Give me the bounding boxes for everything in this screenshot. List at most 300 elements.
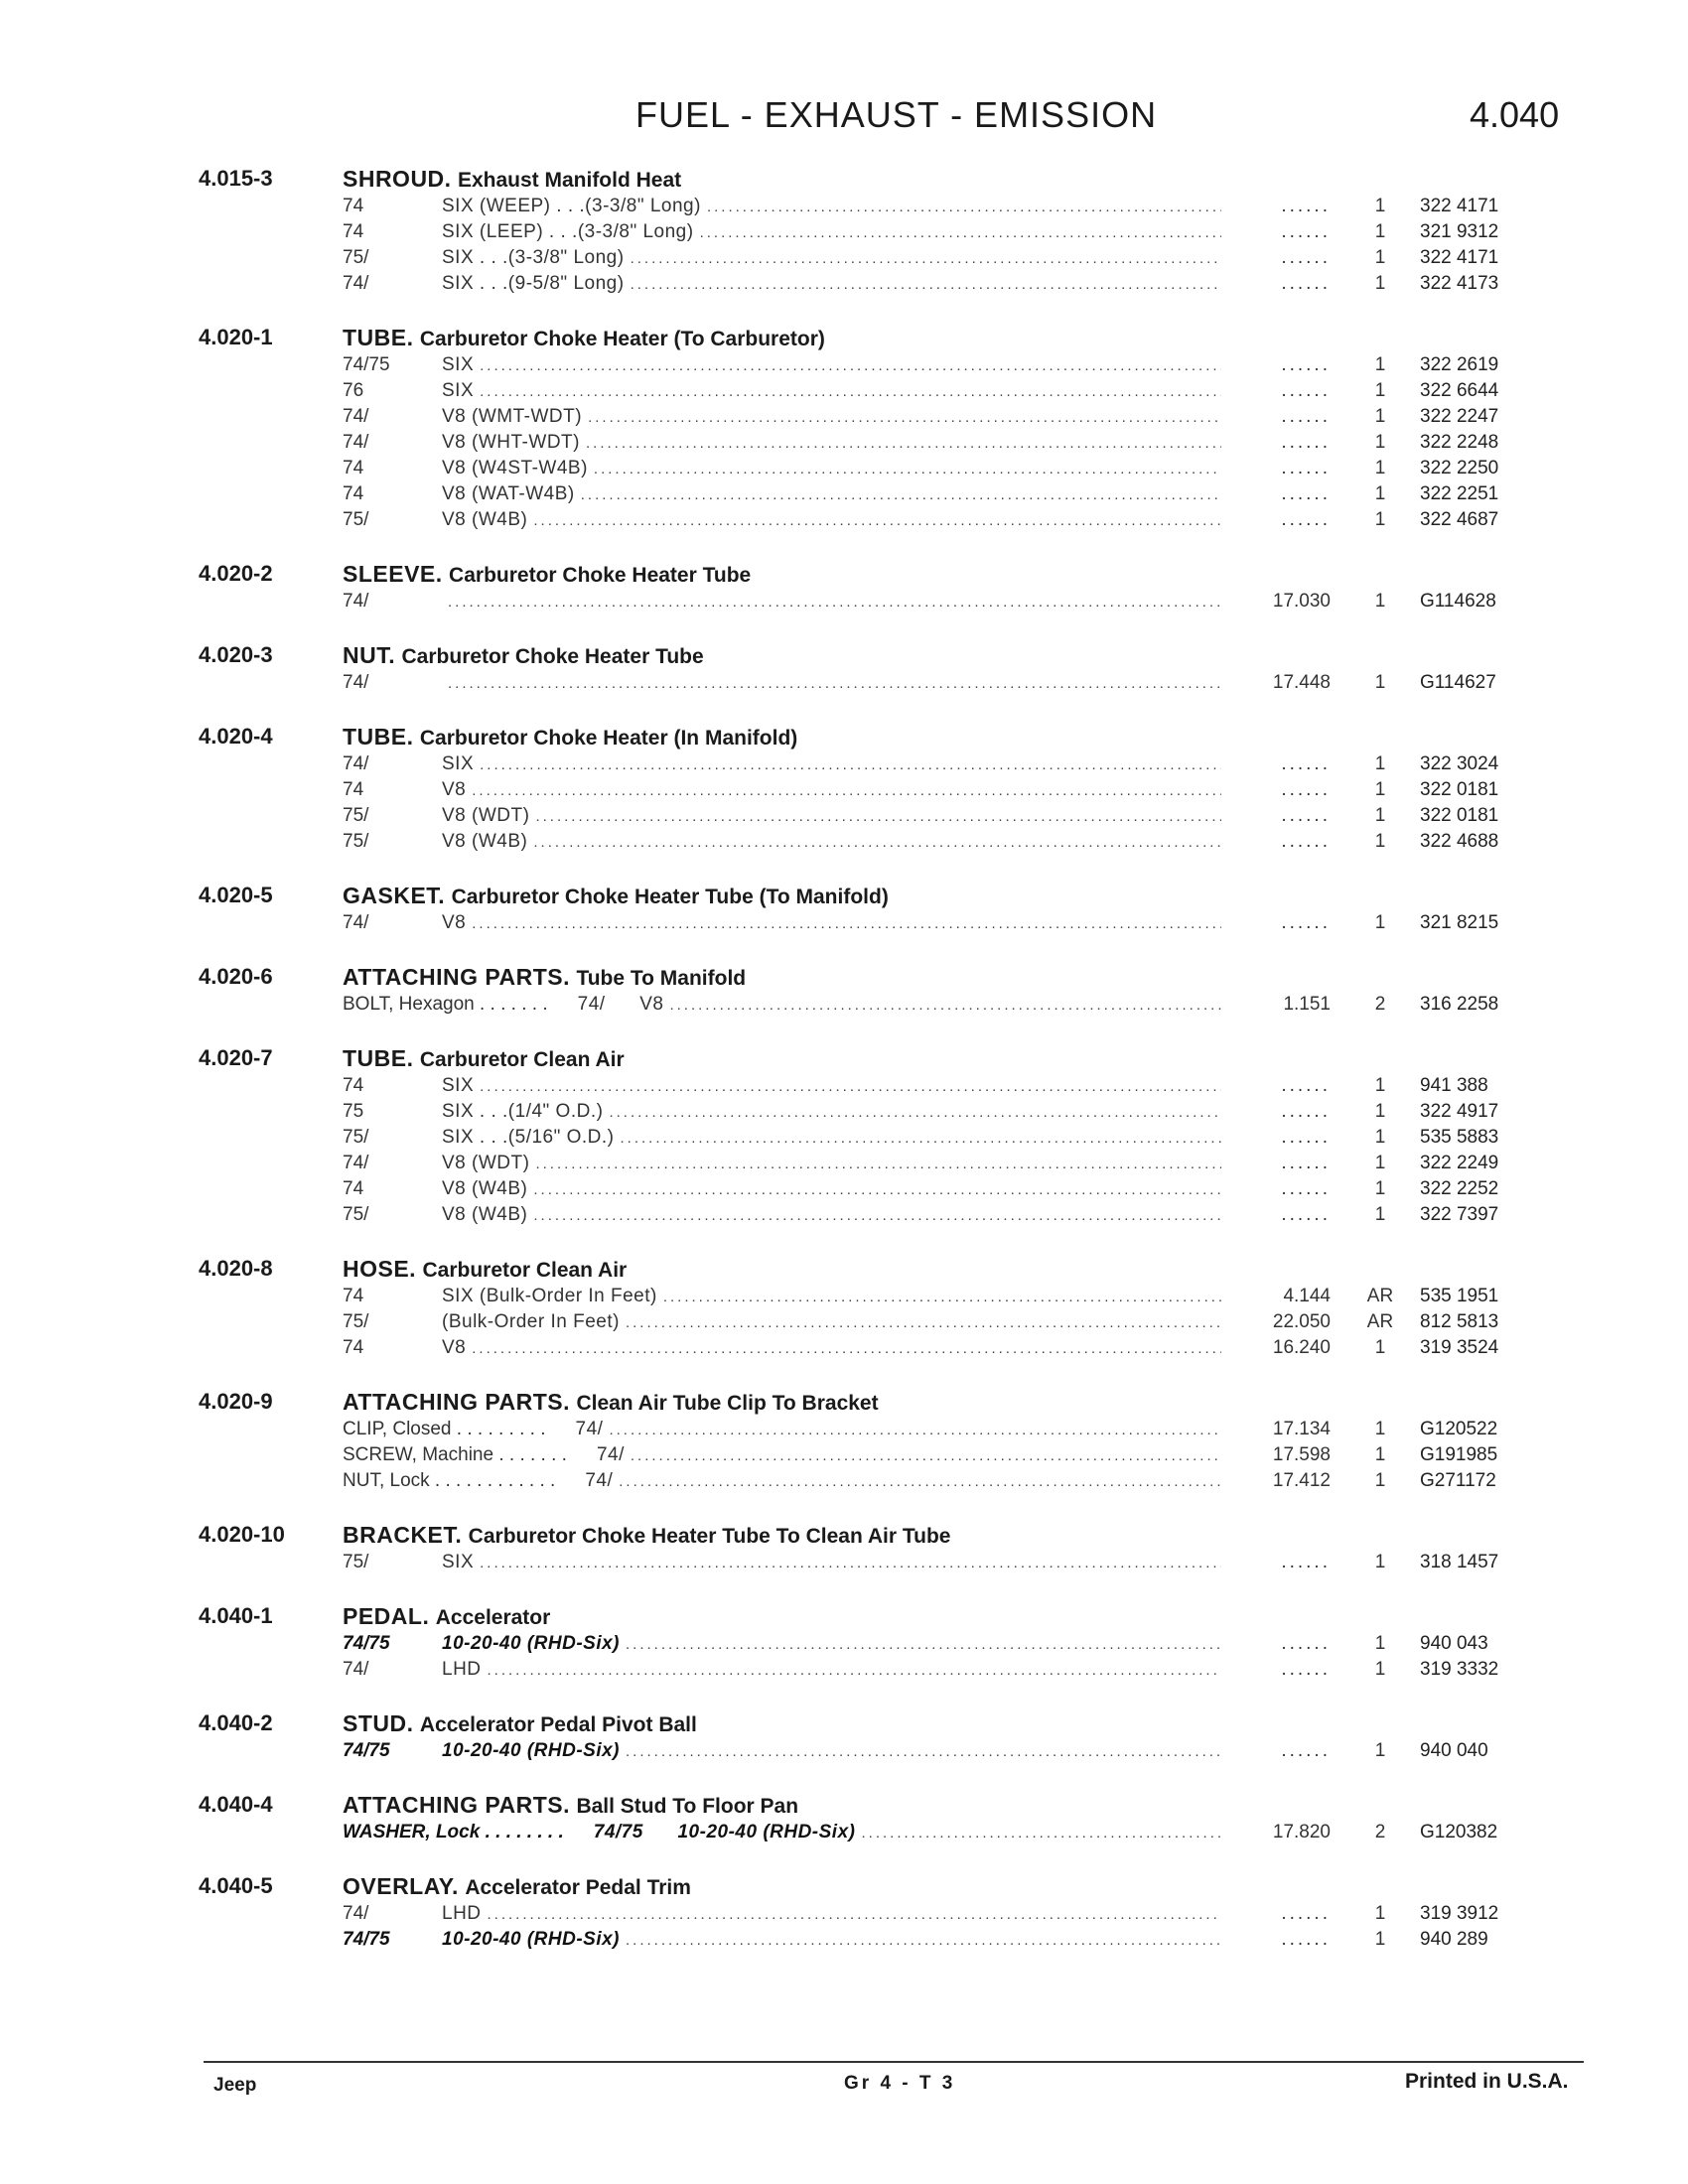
- price: 17.598: [1272, 1444, 1331, 1465]
- part-row: [343, 992, 1549, 1018]
- application-spec: V8 (WDT): [442, 805, 530, 826]
- price: 22.050: [1272, 1311, 1331, 1332]
- part-title: [343, 962, 1549, 992]
- model-year: 74/: [343, 591, 369, 612]
- dot-leader: [533, 1203, 1221, 1229]
- price: 17.820: [1272, 1822, 1331, 1843]
- quantity: 1: [1374, 1419, 1386, 1439]
- part-row: [343, 803, 1549, 829]
- quantity: 1: [1374, 831, 1386, 852]
- quantity: 1: [1374, 1337, 1386, 1358]
- model-year: 74/: [343, 1153, 369, 1173]
- quantity: 1: [1374, 432, 1386, 453]
- part-number-value: 535 1951: [1420, 1286, 1499, 1306]
- price: ......: [1281, 354, 1331, 375]
- part-number-value: G271172: [1420, 1470, 1496, 1491]
- part-title: [343, 640, 1549, 670]
- price: ......: [1281, 196, 1331, 216]
- part-row: [343, 1176, 1549, 1202]
- model-year: 74/75: [343, 1740, 390, 1761]
- part-description: Accelerator Pedal Trim: [465, 1876, 691, 1899]
- part-entry: [199, 1387, 1549, 1494]
- part-description: Carburetor Choke Heater Tube: [449, 564, 752, 587]
- part-number-value: G120382: [1420, 1822, 1498, 1843]
- part-number: 4.020-6: [199, 964, 273, 989]
- part-description: Accelerator Pedal Pivot Ball: [419, 1713, 697, 1736]
- part-description: Exhaust Manifold Heat: [457, 169, 682, 192]
- dot-leader: [588, 405, 1221, 431]
- price: 16.240: [1272, 1337, 1331, 1358]
- application-spec: LHD: [442, 1903, 482, 1924]
- application-spec: V8 (WAT-W4B): [442, 483, 575, 504]
- quantity: 1: [1374, 354, 1386, 375]
- part-name: OVERLAY.: [343, 1873, 459, 1899]
- part-number: 4.020-5: [199, 883, 273, 907]
- model-year: 74: [343, 196, 364, 216]
- part-row: [343, 1657, 1549, 1683]
- part-description: Carburetor Choke Heater Tube: [401, 645, 704, 668]
- dot-leader: [533, 508, 1221, 534]
- model-year: 74/75: [343, 1929, 390, 1950]
- part-row: [343, 481, 1549, 507]
- dot-leader: [535, 1152, 1221, 1177]
- model-year: 74: [343, 1337, 364, 1358]
- price: ......: [1281, 1903, 1331, 1924]
- quantity: 1: [1374, 753, 1386, 774]
- quantity: AR: [1366, 1286, 1394, 1306]
- quantity: 1: [1374, 779, 1386, 800]
- footer-group-ref: Gr 4 - T 3: [844, 2073, 956, 2094]
- part-number: 4.020-9: [199, 1389, 273, 1414]
- model-year: 75/: [343, 509, 369, 530]
- model-year: 74/: [343, 672, 369, 693]
- part-description: Carburetor Clean Air: [422, 1259, 628, 1282]
- dot-leader: [669, 993, 1221, 1019]
- dot-leader: [488, 1902, 1221, 1928]
- part-number-value: 319 3912: [1420, 1903, 1499, 1924]
- part-number: 4.020-1: [199, 325, 273, 349]
- model-year: 75/: [343, 247, 369, 268]
- part-name: STUD.: [343, 1710, 414, 1736]
- application-spec: SIX: [442, 380, 475, 401]
- quantity: 1: [1374, 406, 1386, 427]
- page-title: FUEL - EXHAUST - EMISSION: [635, 94, 1158, 135]
- part-number-value: G120522: [1420, 1419, 1498, 1439]
- part-row: [343, 910, 1549, 936]
- part-name: TUBE.: [343, 724, 414, 750]
- part-number-value: 322 7397: [1420, 1204, 1499, 1225]
- part-number-value: 322 4171: [1420, 247, 1499, 268]
- part-description: Carburetor Clean Air: [419, 1048, 625, 1071]
- part-number: 4.040-5: [199, 1873, 273, 1898]
- quantity: 1: [1374, 805, 1386, 826]
- part-description: Carburetor Choke Heater Tube (To Manifold): [451, 886, 889, 908]
- part-number-value: 322 2252: [1420, 1178, 1499, 1199]
- quantity: 1: [1374, 912, 1386, 933]
- part-number: 4.020-4: [199, 724, 273, 749]
- quantity: 1: [1374, 509, 1386, 530]
- part-entry: [199, 164, 1549, 297]
- dot-leader: [631, 1443, 1221, 1469]
- dot-leader: [626, 1632, 1221, 1658]
- part-name: BRACKET.: [343, 1522, 463, 1548]
- dot-leader: [663, 1285, 1221, 1310]
- price: ......: [1281, 912, 1331, 933]
- model-year: 75/: [343, 1311, 369, 1332]
- quantity: 1: [1374, 1633, 1386, 1654]
- part-number-value: 322 2619: [1420, 354, 1499, 375]
- part-entry: [199, 1043, 1549, 1228]
- price: ......: [1281, 380, 1331, 401]
- quantity: 1: [1374, 380, 1386, 401]
- model-year: 75: [343, 1101, 364, 1122]
- part-title: [343, 1043, 1549, 1073]
- price: ......: [1281, 509, 1331, 530]
- price: ......: [1281, 406, 1331, 427]
- price: 17.030: [1272, 591, 1331, 612]
- part-description: Clean Air Tube Clip To Bracket: [576, 1392, 879, 1415]
- part-description: Accelerator: [435, 1606, 551, 1629]
- quantity: 1: [1374, 196, 1386, 216]
- price: 4.144: [1283, 1286, 1331, 1306]
- part-entry: [199, 1708, 1549, 1764]
- part-entry: [199, 1520, 1549, 1575]
- application-spec: 74/ V8: [577, 994, 664, 1015]
- dot-leader: [626, 1310, 1221, 1336]
- component-label: WASHER, Lock . . . . . . . .: [343, 1822, 564, 1843]
- application-spec: LHD: [442, 1659, 482, 1680]
- quantity: 2: [1374, 994, 1386, 1015]
- quantity: 1: [1374, 1929, 1386, 1950]
- part-number-value: G114627: [1420, 672, 1496, 693]
- application-spec: 74/75 10-20-40 (RHD-Six): [593, 1822, 856, 1843]
- dot-leader: [594, 457, 1221, 482]
- quantity: 1: [1374, 1127, 1386, 1148]
- part-number-value: 321 9312: [1420, 221, 1499, 242]
- section-number: 4.040: [1470, 94, 1560, 135]
- part-number: 4.040-4: [199, 1792, 273, 1817]
- application-spec: V8 (WMT-WDT): [442, 406, 583, 427]
- dot-leader: [631, 272, 1221, 298]
- part-name: NUT.: [343, 642, 396, 668]
- price: 17.412: [1272, 1470, 1331, 1491]
- part-name: GASKET.: [343, 883, 446, 908]
- part-row: [343, 1202, 1549, 1228]
- dot-leader: [533, 830, 1221, 856]
- page-header: [0, 94, 1688, 144]
- part-description: Carburetor Choke Heater Tube To Clean Air Tube: [468, 1525, 951, 1548]
- dot-leader: [480, 1551, 1221, 1576]
- model-year: 74/: [343, 432, 369, 453]
- part-number-value: 322 4171: [1420, 196, 1499, 216]
- quantity: 1: [1374, 1552, 1386, 1572]
- part-row: [343, 1417, 1549, 1442]
- quantity: 1: [1374, 1101, 1386, 1122]
- application-spec: V8 (W4B): [442, 1204, 528, 1225]
- part-title: [343, 1387, 1549, 1417]
- application-spec: 74/: [585, 1470, 614, 1491]
- component-label: SCREW, Machine . . . . . . .: [343, 1444, 567, 1465]
- part-title: [343, 1790, 1549, 1820]
- dot-leader: [533, 1177, 1221, 1203]
- dot-leader: [448, 671, 1221, 697]
- application-spec: SIX (Bulk-Order In Feet): [442, 1286, 657, 1306]
- application-spec: V8: [442, 779, 467, 800]
- dot-leader: [586, 431, 1221, 457]
- part-number-value: 322 0181: [1420, 805, 1499, 826]
- quantity: 1: [1374, 672, 1386, 693]
- part-number-value: 322 4687: [1420, 509, 1499, 530]
- price: 1.151: [1283, 994, 1331, 1015]
- part-number-value: 322 4173: [1420, 273, 1499, 294]
- price: ......: [1281, 221, 1331, 242]
- application-spec: V8 (WDT): [442, 1153, 530, 1173]
- dot-leader: [700, 220, 1221, 246]
- part-description: Ball Stud To Floor Pan: [576, 1795, 799, 1818]
- dot-leader: [535, 804, 1221, 830]
- part-number-value: 322 3024: [1420, 753, 1499, 774]
- application-spec: SIX: [442, 753, 475, 774]
- quantity: 1: [1374, 1659, 1386, 1680]
- part-row: [343, 245, 1549, 271]
- quantity: 1: [1374, 1444, 1386, 1465]
- quantity: 2: [1374, 1822, 1386, 1843]
- part-entry: [199, 881, 1549, 936]
- part-number-value: 322 2249: [1420, 1153, 1499, 1173]
- price: ......: [1281, 1659, 1331, 1680]
- part-title: [343, 1708, 1549, 1738]
- dot-leader: [609, 1100, 1221, 1126]
- application-spec: SIX: [442, 1552, 475, 1572]
- quantity: 1: [1374, 591, 1386, 612]
- application-spec: V8: [442, 912, 467, 933]
- dot-leader: [480, 752, 1221, 778]
- footer-divider: [204, 2061, 1584, 2063]
- part-row: [343, 1927, 1549, 1953]
- part-row: [343, 1442, 1549, 1468]
- dot-leader: [626, 1928, 1221, 1954]
- application-spec: V8 (WHT-WDT): [442, 432, 580, 453]
- application-spec: 10-20-40 (RHD-Six): [442, 1633, 620, 1654]
- price: ......: [1281, 1153, 1331, 1173]
- part-row: [343, 352, 1549, 378]
- model-year: 74: [343, 221, 364, 242]
- quantity: 1: [1374, 1178, 1386, 1199]
- price: ......: [1281, 432, 1331, 453]
- price: ......: [1281, 1633, 1331, 1654]
- price: ......: [1281, 273, 1331, 294]
- dot-leader: [861, 1821, 1221, 1846]
- part-description: Carburetor Choke Heater (In Manifold): [419, 727, 798, 750]
- price: ......: [1281, 1552, 1331, 1572]
- price: ......: [1281, 805, 1331, 826]
- application-spec: V8 (W4B): [442, 831, 528, 852]
- part-title: [343, 722, 1549, 751]
- model-year: 74: [343, 1178, 364, 1199]
- part-title: [343, 1520, 1549, 1550]
- part-row: [343, 1073, 1549, 1099]
- dot-leader: [581, 482, 1221, 508]
- part-entry: [199, 640, 1549, 696]
- price: ......: [1281, 247, 1331, 268]
- price: ......: [1281, 458, 1331, 478]
- part-row: [343, 829, 1549, 855]
- model-year: 74/75: [343, 354, 390, 375]
- quantity: 1: [1374, 458, 1386, 478]
- quantity: 1: [1374, 483, 1386, 504]
- price: ......: [1281, 1929, 1331, 1950]
- dot-leader: [448, 590, 1221, 615]
- model-year: 75/: [343, 805, 369, 826]
- part-row: [343, 777, 1549, 803]
- part-number-value: 316 2258: [1420, 994, 1499, 1015]
- quantity: 1: [1374, 1470, 1386, 1491]
- part-row: [343, 194, 1549, 219]
- part-number-value: G191985: [1420, 1444, 1498, 1465]
- part-row: [343, 507, 1549, 533]
- part-number-value: 319 3524: [1420, 1337, 1499, 1358]
- part-number: 4.040-1: [199, 1603, 273, 1628]
- part-name: ATTACHING PARTS.: [343, 1389, 571, 1415]
- quantity: 1: [1374, 221, 1386, 242]
- part-number-value: 322 0181: [1420, 779, 1499, 800]
- part-row: [343, 404, 1549, 430]
- part-number-value: 322 4688: [1420, 831, 1499, 852]
- part-description: Tube To Manifold: [576, 967, 747, 990]
- part-row: [343, 219, 1549, 245]
- application-spec: SIX . . .(3-3/8" Long): [442, 247, 625, 268]
- model-year: 74: [343, 1286, 364, 1306]
- part-number-value: 318 1457: [1420, 1552, 1499, 1572]
- part-name: ATTACHING PARTS.: [343, 1792, 571, 1818]
- part-entry: [199, 1871, 1549, 1953]
- part-title: [343, 323, 1549, 352]
- model-year: 74/: [343, 912, 369, 933]
- model-year: 74: [343, 779, 364, 800]
- part-title: [343, 1601, 1549, 1631]
- model-year: 74: [343, 458, 364, 478]
- price: ......: [1281, 1178, 1331, 1199]
- part-entry: [199, 1254, 1549, 1361]
- part-row: [343, 1335, 1549, 1361]
- part-number: 4.020-8: [199, 1256, 273, 1281]
- part-title: [343, 1254, 1549, 1284]
- dot-leader: [472, 911, 1221, 937]
- part-entry: [199, 323, 1549, 533]
- model-year: 74: [343, 1075, 364, 1096]
- model-year: 74: [343, 483, 364, 504]
- part-entry: [199, 1790, 1549, 1845]
- component-label: BOLT, Hexagon . . . . . . .: [343, 994, 548, 1015]
- parts-list: [199, 164, 1549, 1979]
- model-year: 75/: [343, 1552, 369, 1572]
- model-year: 74/75: [343, 1633, 390, 1654]
- part-row: [343, 1284, 1549, 1309]
- application-spec: SIX: [442, 354, 475, 375]
- price: ......: [1281, 1127, 1331, 1148]
- part-name: SLEEVE.: [343, 561, 443, 587]
- dot-leader: [488, 1658, 1221, 1684]
- part-row: [343, 589, 1549, 614]
- dot-leader: [619, 1469, 1221, 1495]
- part-row: [343, 751, 1549, 777]
- part-row: [343, 1309, 1549, 1335]
- dot-leader: [707, 195, 1221, 220]
- application-spec: SIX . . .(1/4" O.D.): [442, 1101, 604, 1122]
- part-number: 4.020-10: [199, 1522, 285, 1547]
- part-number-value: 535 5883: [1420, 1127, 1499, 1148]
- part-number-value: 322 2250: [1420, 458, 1499, 478]
- model-year: 74/: [343, 406, 369, 427]
- quantity: 1: [1374, 1740, 1386, 1761]
- model-year: 74/: [343, 1903, 369, 1924]
- part-name: TUBE.: [343, 325, 414, 350]
- application-spec: SIX . . .(5/16" O.D.): [442, 1127, 615, 1148]
- component-label: CLIP, Closed . . . . . . . . .: [343, 1419, 546, 1439]
- dot-leader: [480, 379, 1221, 405]
- model-year: 75/: [343, 1127, 369, 1148]
- model-year: 75/: [343, 1204, 369, 1225]
- dot-leader: [472, 778, 1221, 804]
- price: 17.134: [1272, 1419, 1331, 1439]
- part-row: [343, 1151, 1549, 1176]
- model-year: 76: [343, 380, 364, 401]
- application-spec: V8 (W4B): [442, 1178, 528, 1199]
- dot-leader: [480, 353, 1221, 379]
- part-row: [343, 1820, 1549, 1845]
- quantity: 1: [1374, 273, 1386, 294]
- quantity: 1: [1374, 1204, 1386, 1225]
- part-row: [343, 1550, 1549, 1575]
- part-title: [343, 881, 1549, 910]
- part-number-value: 322 2247: [1420, 406, 1499, 427]
- price: ......: [1281, 779, 1331, 800]
- application-spec: SIX . . .(9-5/8" Long): [442, 273, 625, 294]
- quantity: 1: [1374, 1903, 1386, 1924]
- price: ......: [1281, 753, 1331, 774]
- part-number-value: 812 5813: [1420, 1311, 1499, 1332]
- part-row: [343, 1125, 1549, 1151]
- part-number: 4.020-2: [199, 561, 273, 586]
- part-entry: [199, 962, 1549, 1018]
- price: ......: [1281, 1740, 1331, 1761]
- part-number-value: 940 289: [1420, 1929, 1488, 1950]
- application-spec: 10-20-40 (RHD-Six): [442, 1740, 620, 1761]
- price: ......: [1281, 1204, 1331, 1225]
- part-number-value: 940 043: [1420, 1633, 1488, 1654]
- part-name: HOSE.: [343, 1256, 417, 1282]
- part-row: [343, 378, 1549, 404]
- application-spec: SIX (LEEP) . . .(3-3/8" Long): [442, 221, 694, 242]
- model-year: 74/: [343, 753, 369, 774]
- part-row: [343, 1901, 1549, 1927]
- part-number-value: 322 2248: [1420, 432, 1499, 453]
- part-title: [343, 164, 1549, 194]
- component-label: NUT, Lock . . . . . . . . . . . .: [343, 1470, 556, 1491]
- part-row: [343, 1631, 1549, 1657]
- part-row: [343, 271, 1549, 297]
- part-title: [343, 1871, 1549, 1901]
- price: ......: [1281, 831, 1331, 852]
- application-spec: (Bulk-Order In Feet): [442, 1311, 620, 1332]
- part-row: [343, 456, 1549, 481]
- part-number: 4.040-2: [199, 1710, 273, 1735]
- part-row: [343, 1099, 1549, 1125]
- application-spec: 10-20-40 (RHD-Six): [442, 1929, 620, 1950]
- part-row: [343, 670, 1549, 696]
- part-entry: [199, 559, 1549, 614]
- application-spec: V8: [442, 1337, 467, 1358]
